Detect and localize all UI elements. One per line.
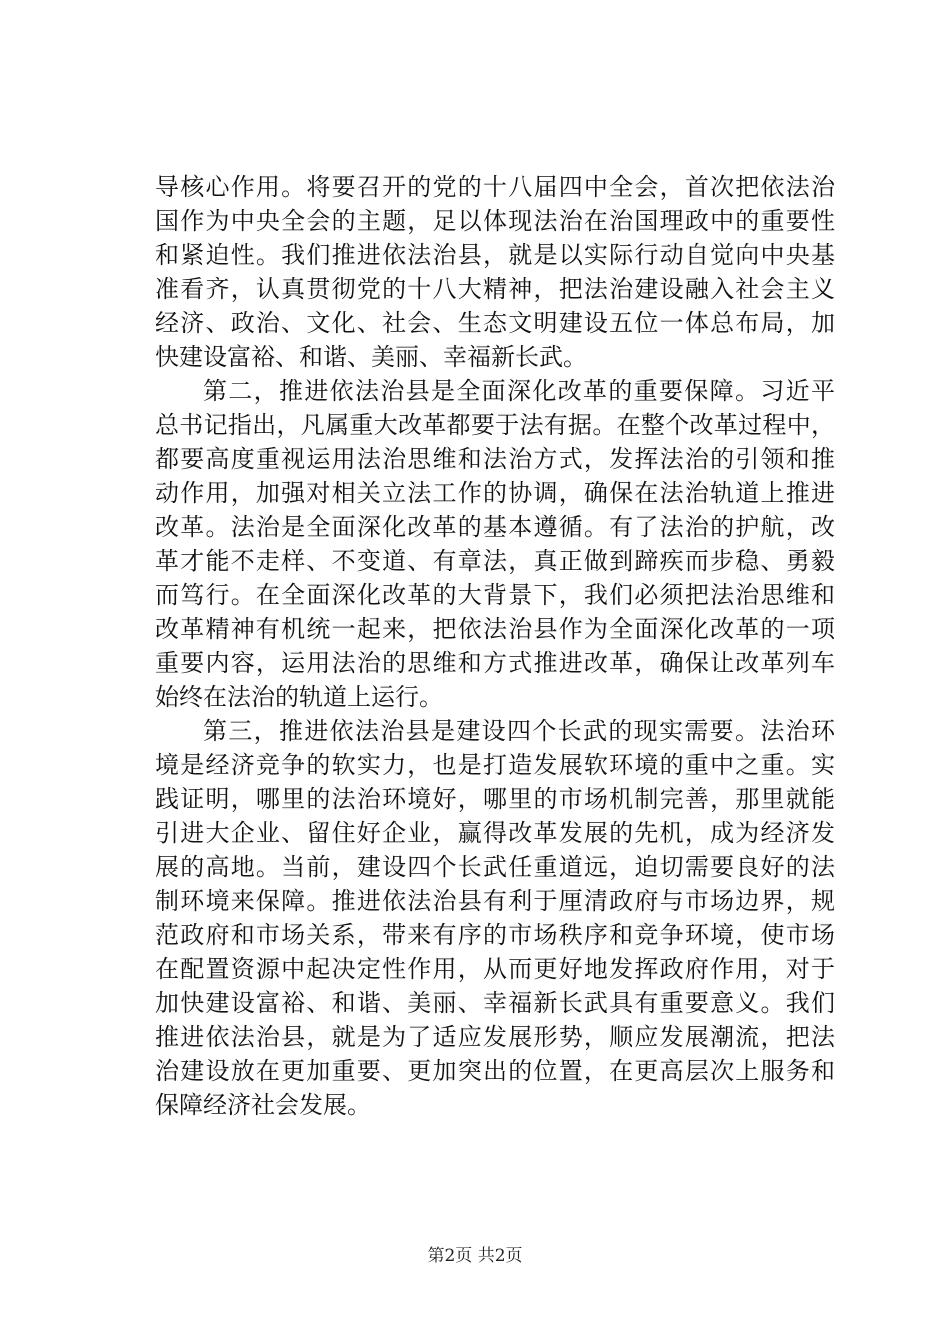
paragraph-1: [155, 170, 835, 374]
paragraph-line: 展的高地。当前，建设四个长武任重道远，迫切需要良好的法: [155, 853, 835, 881]
paragraph-line: 保障经济社会发展。: [155, 1091, 371, 1119]
paragraph-line: 而笃行。在全面深化改革的大背景下，我们必须把法治思维和: [155, 581, 835, 609]
paragraph-line: 重要内容，运用法治的思维和方式推进改革，确保让改革列车: [155, 649, 835, 677]
paragraph-line: 国作为中央全会的主题，足以体现法治在治国理政中的重要性: [155, 207, 835, 235]
paragraph-line: 境是经济竞争的软实力，也是打造发展软环境的重中之重。实: [155, 751, 835, 779]
paragraph-line: 第三，推进依法治县是建设四个长武的现实需要。法治环: [203, 717, 835, 745]
paragraph-3: [155, 714, 835, 1122]
paragraph-line: 践证明，哪里的法治环境好，哪里的市场机制完善，那里就能: [155, 785, 835, 813]
paragraph-line: 动作用，加强对相关立法工作的协调，确保在法治轨道上推进: [155, 479, 835, 507]
page-number-label: 第2页 共2页: [427, 1246, 523, 1266]
document-body: [155, 170, 835, 1122]
paragraph-line: 始终在法治的轨道上运行。: [155, 683, 443, 711]
paragraph-line: 准看齐，认真贯彻党的十八大精神，把法治建设融入社会主义: [155, 275, 835, 303]
paragraph-line: 革才能不走样、不变道、有章法，真正做到蹄疾而步稳、勇毅: [155, 547, 835, 575]
paragraph-line: 治建设放在更加重要、更加突出的位置，在更高层次上服务和: [155, 1057, 835, 1085]
paragraph-line: 都要高度重视运用法治思维和法治方式，发挥法治的引领和推: [155, 445, 835, 473]
paragraph-line: 在配置资源中起决定性作用，从而更好地发挥政府作用，对于: [155, 955, 835, 983]
page-footer: [0, 1244, 950, 1268]
paragraph-line: 改革精神有机统一起来，把依法治县作为全面深化改革的一项: [155, 615, 835, 643]
paragraph-line: 改革。法治是全面深化改革的基本遵循。有了法治的护航，改: [155, 513, 835, 541]
paragraph-line: 经济、政治、文化、社会、生态文明建设五位一体总布局，加: [155, 309, 835, 337]
paragraph-line: 总书记指出，凡属重大改革都要于法有据。在整个改革过程中，: [155, 411, 835, 439]
paragraph-line: 推进依法治县，就是为了适应发展形势，顺应发展潮流，把法: [155, 1023, 835, 1051]
paragraph-2: [155, 374, 835, 714]
paragraph-line: 引进大企业、留住好企业，赢得改革发展的先机，成为经济发: [155, 819, 835, 847]
paragraph-line: 制环境来保障。推进依法治县有利于厘清政府与市场边界，规: [155, 887, 835, 915]
paragraph-line: 范政府和市场关系，带来有序的市场秩序和竞争环境，使市场: [155, 921, 835, 949]
paragraph-line: 加快建设富裕、和谐、美丽、幸福新长武具有重要意义。我们: [155, 989, 835, 1017]
paragraph-line: 快建设富裕、和谐、美丽、幸福新长武。: [155, 343, 587, 371]
paragraph-line: 第二，推进依法治县是全面深化改革的重要保障。习近平: [203, 377, 835, 405]
paragraph-line: 和紧迫性。我们推进依法治县，就是以实际行动自觉向中央基: [155, 241, 835, 269]
paragraph-line: 导核心作用。将要召开的党的十八届四中全会，首次把依法治: [155, 173, 835, 201]
